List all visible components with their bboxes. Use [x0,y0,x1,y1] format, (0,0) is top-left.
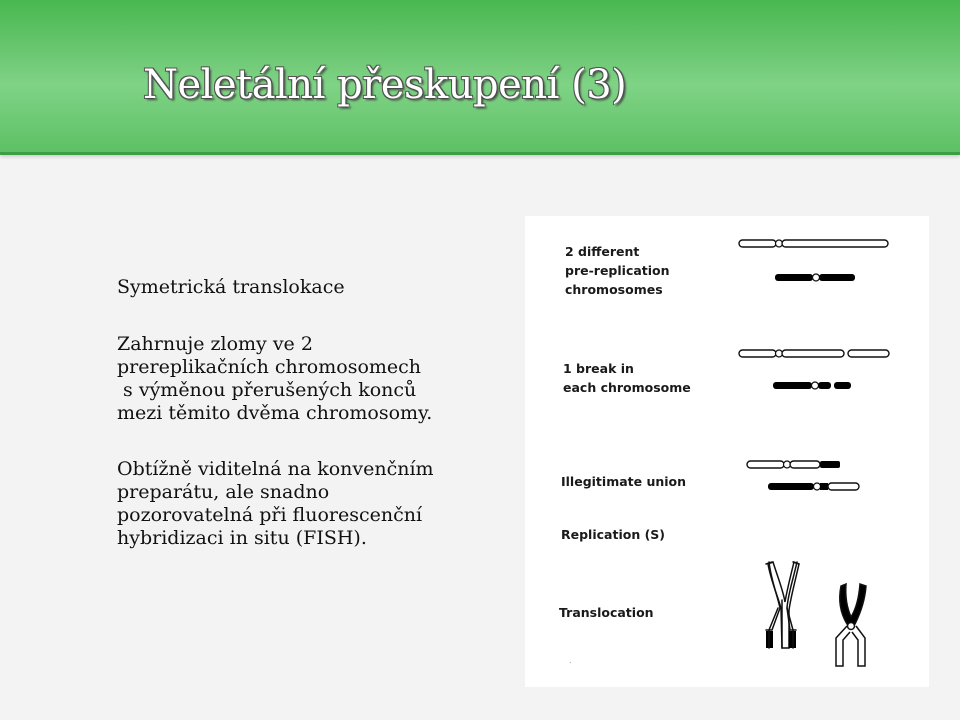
paragraph-line: pozorovatelná při fluorescenční [117,504,423,526]
paragraph-symmetric-translocation: Symetrická translokace [117,276,345,298]
chromosome-black-broken [773,382,851,389]
chromosome-white-broken [739,350,889,357]
paragraph-line: s výměnou přerušených konců [117,379,417,401]
replicated-chromosome-white [766,562,799,648]
paragraph-line: Obtížně viditelná na konvenčním [117,458,434,480]
replicated-chromosome-black [836,584,866,666]
paragraph-line: Zahrnuje zlomy ve 2 [117,333,313,355]
label-different-chromosomes-3: chromosomes [565,282,663,297]
paragraph-line: hybridizaci in situ (FISH). [117,527,367,549]
label-different-chromosomes-2: pre-replication [565,263,670,278]
label-different-chromosomes-1: 2 different [565,244,640,259]
chromosome-black-intact [775,274,855,281]
slide-title: Neletální přeskupení (3) [143,62,627,108]
label-translocation: Translocation [559,605,654,620]
paragraph-line: preparátu, ale snadno [117,481,330,503]
figure-mark: . [569,656,572,665]
paragraph-line: mezi těmito dvěma chromosomy. [117,402,433,424]
chromosome-derivative-1 [747,461,840,468]
label-break-1: 1 break in [563,361,634,376]
translocation-diagram [525,216,929,687]
chromosome-white-intact [739,240,888,247]
paragraph-line: prereplikačních chromosomech [117,356,422,378]
body-text [117,276,517,550]
label-replication: Replication (S) [561,527,665,542]
label-illegitimate-union: Illegitimate union [561,474,687,489]
translocation-figure [525,216,929,687]
label-break-2: each chromosome [563,380,691,395]
chromosome-derivative-2 [768,483,859,490]
